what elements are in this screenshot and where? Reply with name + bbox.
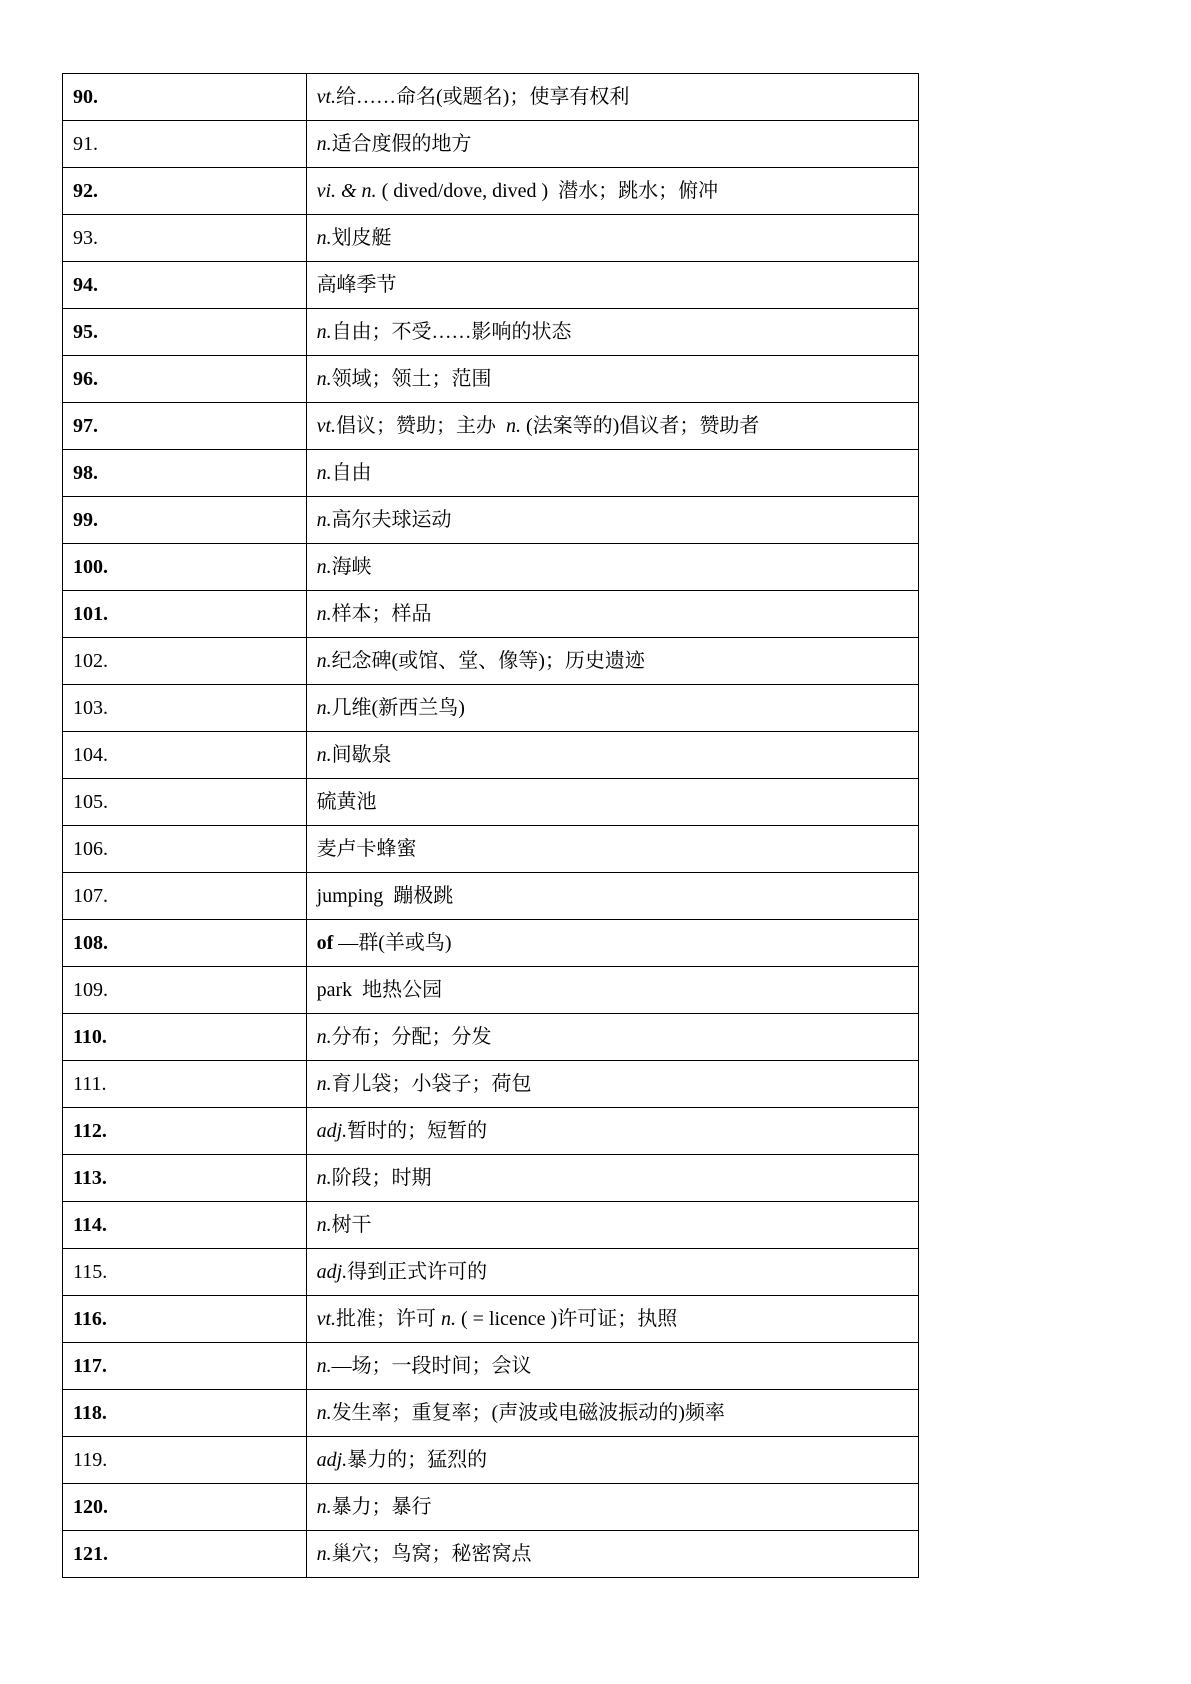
entry-definition: [306, 732, 918, 779]
entry-number: 95.: [63, 309, 307, 356]
entry-definition: [306, 1108, 918, 1155]
entry-definition: [306, 591, 918, 638]
definition-text: —场；一段时间；会议: [331, 1355, 532, 1377]
part-of-speech: vt.: [316, 86, 336, 108]
table-row: [63, 779, 919, 826]
table-row: [63, 1390, 919, 1437]
entry-definition: [306, 215, 918, 262]
entry-number: 103.: [63, 685, 307, 732]
table-row: [63, 121, 919, 168]
part-of-speech: n.: [316, 1073, 332, 1095]
definition-text: 树干: [331, 1214, 372, 1236]
entry-definition: [306, 873, 918, 920]
table-row: [63, 450, 919, 497]
definition-text: 间歇泉: [331, 744, 392, 766]
entry-number: 98.: [63, 450, 307, 497]
entry-definition: [306, 168, 918, 215]
definition-text: —群(羊或鸟): [333, 932, 452, 954]
part-of-speech: n.: [316, 462, 332, 484]
definition-text: 自由；不受……影响的状态: [331, 321, 572, 343]
part-of-speech: n.: [506, 415, 521, 437]
entry-definition: [306, 121, 918, 168]
part-of-speech: n.: [316, 1214, 332, 1236]
part-of-speech: n.: [316, 1543, 332, 1565]
part-of-speech: n.: [316, 133, 332, 155]
table-row: [63, 1155, 919, 1202]
part-of-speech: n.: [316, 1402, 332, 1424]
definition-text: 阶段；时期: [331, 1167, 432, 1189]
entry-number: 112.: [63, 1108, 307, 1155]
table-row: [63, 215, 919, 262]
entry-definition: [306, 1531, 918, 1578]
entry-number: 106.: [63, 826, 307, 873]
entry-number: 104.: [63, 732, 307, 779]
entry-number: 90.: [63, 74, 307, 121]
table-row: [63, 638, 919, 685]
definition-text: 发生率；重复率；(声波或电磁波振动的)频率: [331, 1402, 725, 1424]
entry-definition: [306, 638, 918, 685]
table-row: [63, 1202, 919, 1249]
table-row: [63, 732, 919, 779]
part-of-speech: vt.: [316, 415, 336, 437]
part-of-speech: n.: [316, 509, 332, 531]
table-row: [63, 1484, 919, 1531]
entry-number: 117.: [63, 1343, 307, 1390]
entry-definition: [306, 1202, 918, 1249]
table-row: [63, 685, 919, 732]
entry-number: 91.: [63, 121, 307, 168]
table-row: [63, 403, 919, 450]
definition-text: of: [316, 932, 334, 954]
entry-definition: [306, 403, 918, 450]
entry-definition: [306, 544, 918, 591]
definition-text: 麦卢卡蜂蜜: [316, 838, 417, 860]
entry-definition: [306, 1249, 918, 1296]
definition-text: ( = licence )许可证；执照: [456, 1308, 678, 1330]
part-of-speech: vi. & n.: [316, 180, 377, 202]
entry-number: 110.: [63, 1014, 307, 1061]
table-row: [63, 262, 919, 309]
definition-text: 分布；分配；分发: [331, 1026, 492, 1048]
entry-number: 109.: [63, 967, 307, 1014]
table-row: [63, 168, 919, 215]
entry-definition: [306, 74, 918, 121]
table-row: [63, 356, 919, 403]
table-row: [63, 1061, 919, 1108]
table-row: [63, 74, 919, 121]
part-of-speech: n.: [316, 744, 332, 766]
vocabulary-table: [62, 73, 919, 1578]
definition-text: 暴力；暴行: [331, 1496, 432, 1518]
entry-number: 108.: [63, 920, 307, 967]
entry-number: 93.: [63, 215, 307, 262]
entry-definition: [306, 1061, 918, 1108]
table-row: [63, 1014, 919, 1061]
entry-definition: [306, 826, 918, 873]
entry-definition: [306, 497, 918, 544]
part-of-speech: n.: [441, 1308, 456, 1330]
entry-definition: [306, 1390, 918, 1437]
part-of-speech: n.: [316, 1496, 332, 1518]
definition-text: 领域；领土；范围: [331, 368, 492, 390]
table-row: [63, 1437, 919, 1484]
entry-definition: [306, 967, 918, 1014]
entry-number: 116.: [63, 1296, 307, 1343]
definition-text: 自由: [331, 462, 372, 484]
table-row: [63, 873, 919, 920]
entry-definition: [306, 1437, 918, 1484]
definition-text: 批准；许可: [336, 1308, 441, 1330]
part-of-speech: adj.: [316, 1449, 348, 1471]
table-row: [63, 967, 919, 1014]
entry-number: 114.: [63, 1202, 307, 1249]
table-row: [63, 591, 919, 638]
entry-definition: [306, 779, 918, 826]
table-row: [63, 1296, 919, 1343]
entry-number: 94.: [63, 262, 307, 309]
part-of-speech: n.: [316, 1167, 332, 1189]
entry-definition: [306, 1343, 918, 1390]
definition-text: 育儿袋；小袋子；荷包: [331, 1073, 532, 1095]
table-row: [63, 826, 919, 873]
entry-number: 115.: [63, 1249, 307, 1296]
entry-definition: [306, 450, 918, 497]
part-of-speech: adj.: [316, 1120, 348, 1142]
definition-text: 高峰季节: [316, 274, 397, 296]
entry-definition: [306, 262, 918, 309]
entry-number: 92.: [63, 168, 307, 215]
entry-number: 97.: [63, 403, 307, 450]
definition-text: 适合度假的地方: [331, 133, 472, 155]
part-of-speech: n.: [316, 368, 332, 390]
table-row: [63, 497, 919, 544]
definition-text: 得到正式许可的: [347, 1261, 488, 1283]
entry-definition: [306, 685, 918, 732]
table-row: [63, 920, 919, 967]
entry-number: 118.: [63, 1390, 307, 1437]
table-row: [63, 1108, 919, 1155]
definition-text: 海峡: [331, 556, 372, 578]
entry-definition: [306, 1155, 918, 1202]
part-of-speech: vt.: [316, 1308, 336, 1330]
part-of-speech: n.: [316, 1355, 332, 1377]
part-of-speech: n.: [316, 556, 332, 578]
part-of-speech: n.: [316, 321, 332, 343]
table-row: [63, 1531, 919, 1578]
part-of-speech: n.: [316, 227, 332, 249]
definition-text: (法案等的)倡议者；赞助者: [521, 415, 760, 437]
table-row: [63, 1249, 919, 1296]
definition-text: 硫黄池: [316, 791, 377, 813]
definition-text: jumping 蹦极跳: [316, 885, 454, 907]
part-of-speech: n.: [316, 697, 332, 719]
entry-definition: [306, 1014, 918, 1061]
definition-text: 暂时的；短暂的: [347, 1120, 488, 1142]
part-of-speech: n.: [316, 603, 332, 625]
entry-definition: [306, 356, 918, 403]
entry-number: 99.: [63, 497, 307, 544]
entry-number: 105.: [63, 779, 307, 826]
vocabulary-table-body: [63, 74, 919, 1578]
entry-number: 120.: [63, 1484, 307, 1531]
definition-text: 高尔夫球运动: [331, 509, 452, 531]
table-row: [63, 1343, 919, 1390]
entry-number: 102.: [63, 638, 307, 685]
entry-definition: [306, 309, 918, 356]
definition-text: 巢穴；鸟窝；秘密窝点: [331, 1543, 532, 1565]
entry-definition: [306, 1296, 918, 1343]
entry-definition: [306, 1484, 918, 1531]
entry-number: 121.: [63, 1531, 307, 1578]
definition-text: park 地热公园: [316, 979, 443, 1001]
entry-number: 100.: [63, 544, 307, 591]
entry-number: 107.: [63, 873, 307, 920]
part-of-speech: n.: [316, 1026, 332, 1048]
entry-number: 96.: [63, 356, 307, 403]
definition-text: 给……命名(或题名)；使享有权利: [336, 86, 630, 108]
definition-text: 纪念碑(或馆、堂、像等)；历史遗迹: [331, 650, 645, 672]
definition-text: 暴力的；猛烈的: [347, 1449, 488, 1471]
entry-number: 111.: [63, 1061, 307, 1108]
definition-text: 倡议；赞助；主办: [336, 415, 506, 437]
entry-number: 119.: [63, 1437, 307, 1484]
part-of-speech: adj.: [316, 1261, 348, 1283]
definition-text: 样本；样品: [331, 603, 432, 625]
entry-number: 113.: [63, 1155, 307, 1202]
definition-text: ( dived/dove, dived ) 潜水；跳水；俯冲: [376, 180, 719, 202]
table-row: [63, 309, 919, 356]
entry-number: 101.: [63, 591, 307, 638]
entry-definition: [306, 920, 918, 967]
table-row: [63, 544, 919, 591]
definition-text: 几维(新西兰鸟): [331, 697, 465, 719]
definition-text: 划皮艇: [331, 227, 392, 249]
part-of-speech: n.: [316, 650, 332, 672]
